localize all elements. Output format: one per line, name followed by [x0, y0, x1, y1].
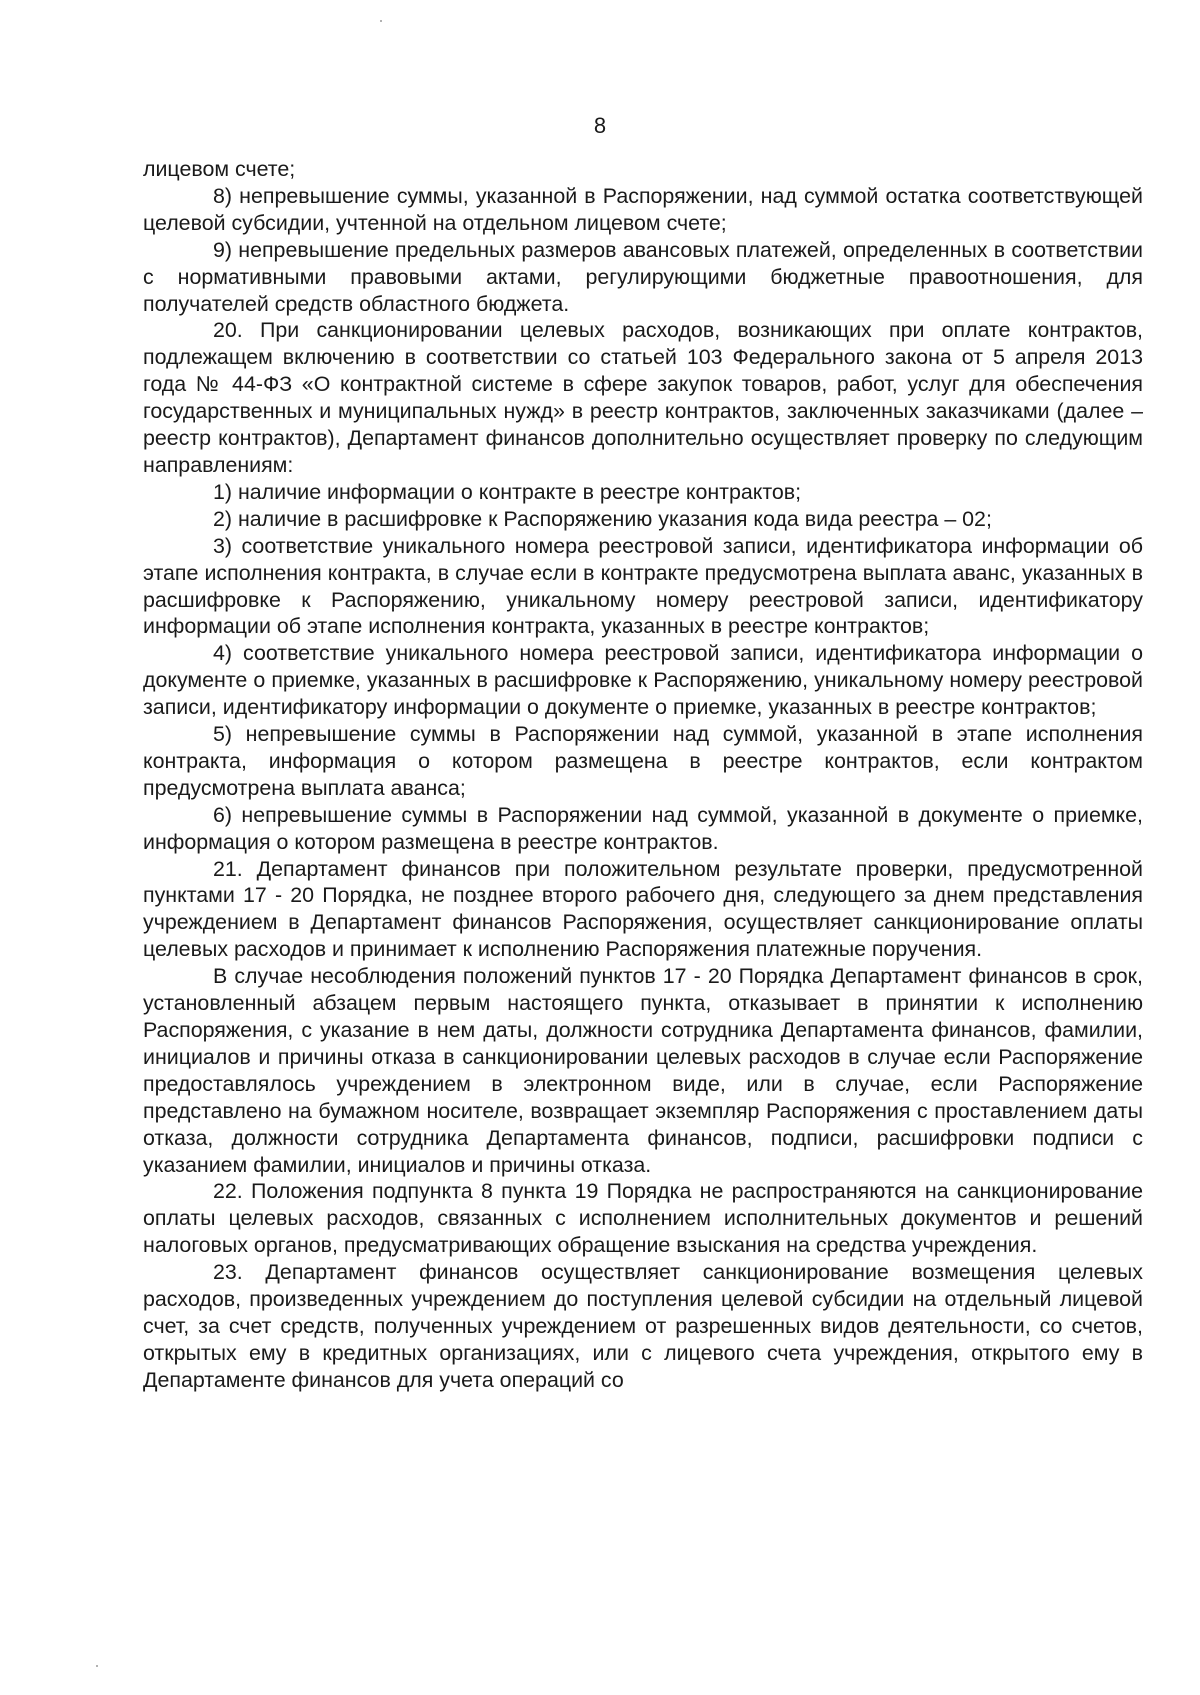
paragraph: 8) непревышение суммы, указанной в Распоряжении, над суммой остатка соответствующей целевой субсидии, учтенной на отдельном лицевом счете;	[143, 183, 1143, 235]
paragraph: 5) непревышение суммы в Распоряжении над суммой, указанной в этапе исполнения контракта, информация о котором размещена в реестре контрактов, если контрактом предусмотрена выплата аванса;	[143, 722, 1143, 800]
paragraph: 9) непревышение предельных размеров авансовых платежей, определенных в соответствии с нормативными правовыми актами, регулирующими бюджетные правоотношения, для получателей средств областного бюджета.	[143, 237, 1143, 316]
paragraph: В случае несоблюдения положений пунктов 17 - 20 Порядка Департамент финансов в срок, установленный абзацем первым настоящего пункта, отказывает в принятии к исполнению Распоряжения, с указание в нем даты, должности сотрудника Департамента финансов, фамилии, инициалов и причины отказа в санкционировании целевых расходов в случае если Распоряжение предоставлялось учреждением в электронном виде, или в случае, если Распоряжение представлено на бумажном носителе, возвращает экземпляр Распоряжения с проставлением даты отказа, должности сотрудника Департамента финансов, подписи, расшифровки подписи с указанием фамилии, инициалов и причины отказа.	[143, 964, 1143, 1177]
paragraph: 2) наличие в расшифровке к Распоряжению указания кода вида реестра – 02;	[213, 506, 992, 531]
paragraph: 6) непревышение суммы в Распоряжении над суммой, указанной в документе о приемке, информация о котором размещена в реестре контрактов.	[143, 802, 1143, 854]
paragraph: 1) наличие информации о контракте в реестре контрактов;	[213, 479, 802, 504]
scan-speck	[96, 1665, 98, 1667]
document-body	[143, 156, 1143, 1394]
paragraph: 20. При санкционировании целевых расходов, возникающих при оплате контрактов, подлежащем включению в соответствии со статьей 103 Федерального закона от 5 апреля 2013 года № 44-ФЗ «О контрактной системе в сфере закупок товаров, работ, услуг для обеспечения государственных и муниципальных нужд» в реестр контрактов, заключенных заказчиками (далее – реестр контрактов), Департамент финансов дополнительно осуществляет проверку по следующим направлениям:	[143, 318, 1143, 477]
paragraph: 21. Департамент финансов при положительном результате проверки, предусмотренной пунктами 17 - 20 Порядка, не позднее второго рабочего дня, следующего за днем представления учреждением в Департамент финансов Распоряжения, осуществляет санкционирование оплаты целевых расходов и принимает к исполнению Распоряжения платежные поручения.	[143, 856, 1143, 962]
paragraph: 4) соответствие уникального номера реестровой записи, идентификатора информации о документе о приемке, указанных в расшифровке к Распоряжению, уникальному номеру реестровой записи, идентификатору информации о документе о приемке, указанных в реестре контрактов;	[143, 641, 1143, 720]
paragraph: лицевом счете;	[143, 157, 296, 181]
paragraph: 3) соответствие уникального номера реестровой записи, идентификатора информации об этапе исполнения контракта, в случае если в контракте предусмотрена выплата аванс, указанных в расшифровке к Распоряжению, уникальному номеру реестровой записи, идентификатору информации об этапе исполнения контракта, указанных в реестре контрактов;	[143, 533, 1143, 639]
scan-speck	[380, 20, 382, 22]
paragraph: 22. Положения подпункта 8 пункта 19 Порядка не распространяются на санкционирование оплаты целевых расходов, связанных с исполнением исполнительных документов и решений налоговых органов, предусматривающих обращение взыскания на средства учреждения.	[143, 1179, 1143, 1258]
paragraph: 23. Департамент финансов осуществляет санкционирование возмещения целевых расходов, произведенных учреждением до поступления целевой субсидии на отдельный лицевой счет, за счет средств, полученных учреждением от разрешенных видов деятельности, со счетов, открытых ему в кредитных организациях, или с лицевого счета учреждения, открытого ему в Департаменте финансов для учета операций со	[143, 1260, 1143, 1392]
page-number: 8	[593, 113, 607, 138]
